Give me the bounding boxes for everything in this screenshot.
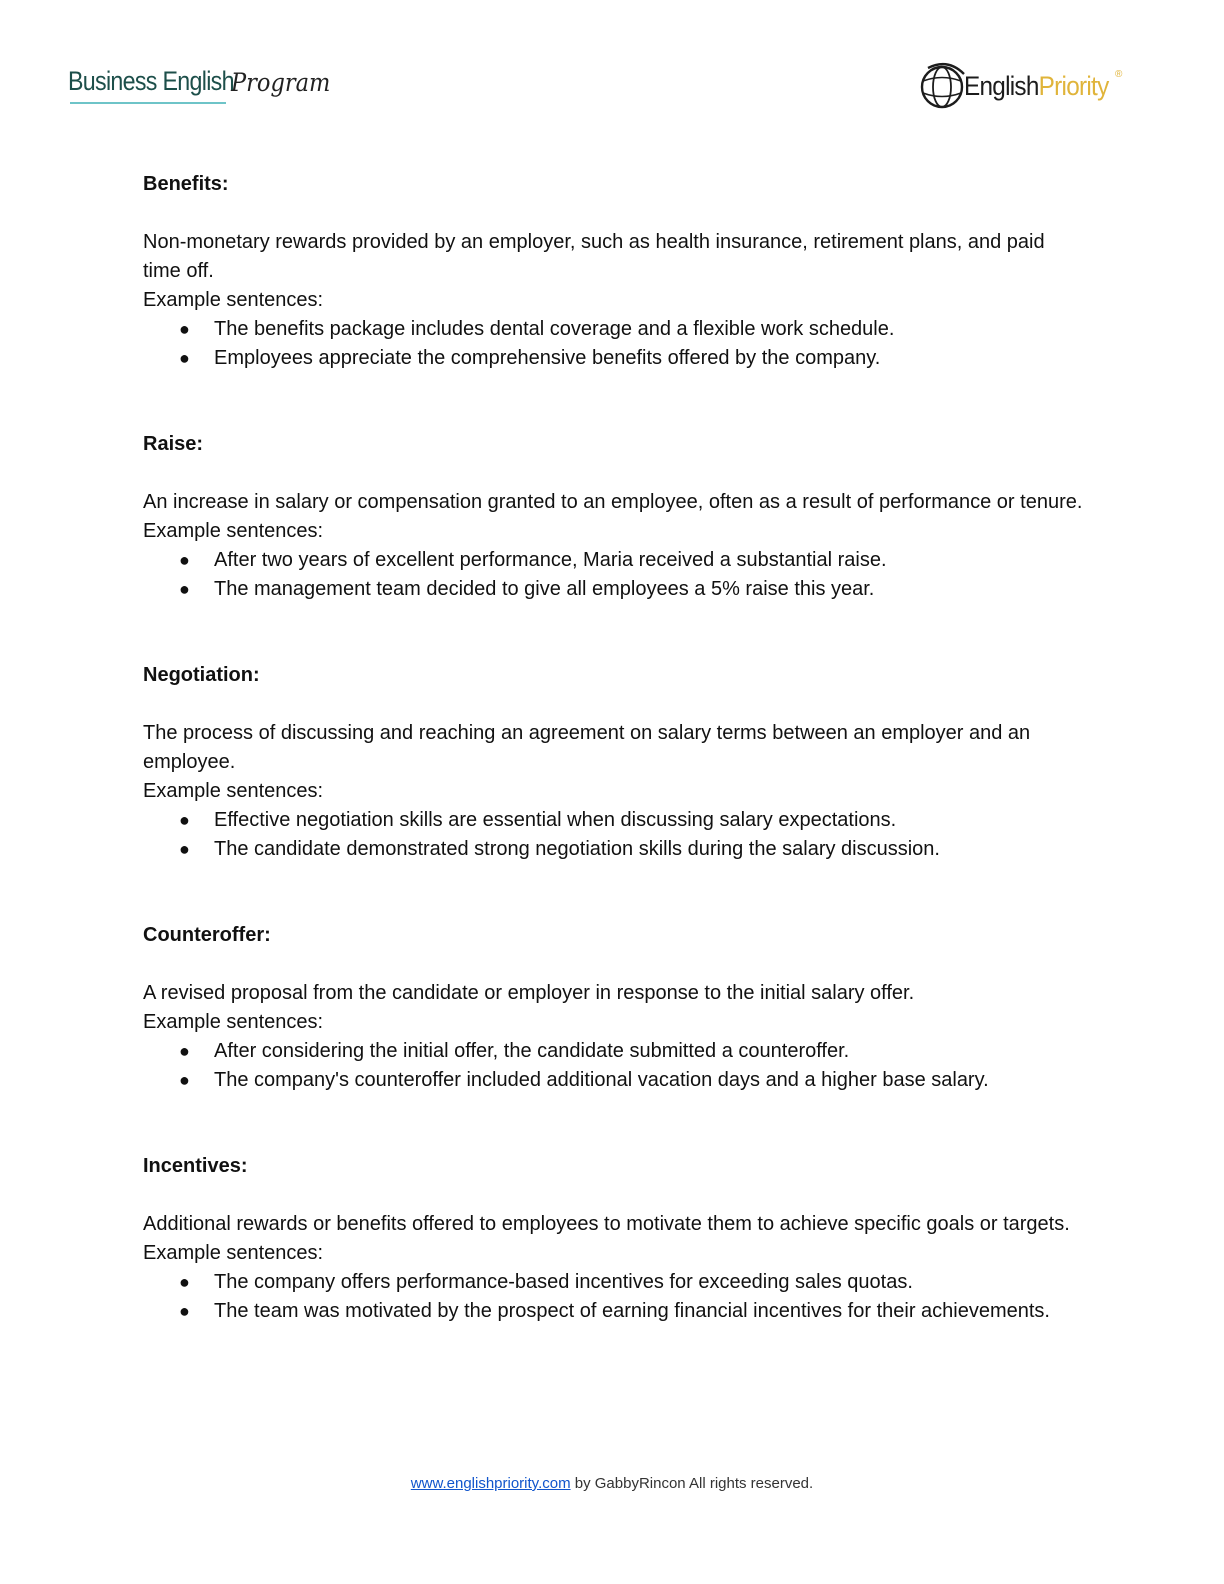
section-benefits: [143, 170, 1083, 373]
example-item: [143, 806, 1083, 835]
footer-copyright: by GabbyRincon All rights reserved.: [570, 1475, 814, 1492]
section-incentives: [143, 1152, 1083, 1326]
website-link[interactable]: www.englishpriority.com: [410, 1475, 571, 1492]
bullet-icon: ●: [179, 1301, 190, 1321]
logo-business-english-text: Business English: [68, 66, 234, 96]
term-heading: Counteroffer:: [143, 924, 271, 946]
example-label: Example sentences:: [143, 1242, 324, 1264]
bullet-icon: ●: [179, 579, 190, 599]
example-text: The team was motivated by the prospect of earning financial incentives for their achievements.: [214, 1300, 1050, 1322]
bullet-icon: ●: [179, 810, 190, 830]
bullet-icon: ●: [179, 839, 190, 859]
bullet-icon: ●: [179, 1041, 190, 1061]
example-text: The company offers performance-based incentives for exceeding sales quotas.: [214, 1271, 913, 1293]
example-text: The candidate demonstrated strong negotiation skills during the salary discussion.: [214, 838, 940, 860]
example-list: [143, 1268, 1083, 1326]
example-text: The company's counteroffer included additional vacation days and a higher base salary.: [214, 1069, 989, 1091]
term-definition: The process of discussing and reaching an agreement on salary terms between an employer and an employee.: [143, 722, 1031, 773]
logo-underline: [70, 102, 226, 104]
example-item: [143, 575, 1083, 604]
logo-program-text: Program: [231, 68, 331, 97]
example-item: [143, 1268, 1083, 1297]
term-definition: Non-monetary rewards provided by an employer, such as health insurance, retirement plans, and paid time off.: [143, 231, 1045, 282]
example-label: Example sentences:: [143, 289, 324, 311]
bullet-icon: ●: [179, 550, 190, 570]
globe-icon: [918, 60, 968, 112]
example-text: The benefits package includes dental coverage and a flexible work schedule.: [214, 318, 895, 340]
glossary-content: [143, 170, 1083, 1383]
logo-priority-word: Priority: [1038, 71, 1109, 101]
example-item: [143, 344, 1083, 373]
example-list: [143, 806, 1083, 864]
example-list: [143, 546, 1083, 604]
example-text: Employees appreciate the comprehensive benefits offered by the company.: [214, 347, 881, 369]
section-negotiation: [143, 661, 1083, 864]
term-definition: A revised proposal from the candidate or employer in response to the initial salary offer.: [143, 982, 915, 1004]
example-label: Example sentences:: [143, 1011, 324, 1033]
term-definition: Additional rewards or benefits offered to employees to motivate them to achieve specific goals or targets.: [143, 1213, 1070, 1235]
example-item: [143, 1066, 1083, 1095]
footer: [0, 1475, 1224, 1492]
example-list: [143, 315, 1083, 373]
example-item: [143, 1297, 1083, 1326]
example-text: The management team decided to give all employees a 5% raise this year.: [214, 578, 875, 600]
business-english-program-logo: [68, 62, 331, 112]
bullet-icon: ●: [179, 319, 190, 339]
logo-english-word: English: [964, 71, 1039, 101]
example-text: Effective negotiation skills are essential when discussing salary expectations.: [214, 809, 897, 831]
term-heading: Negotiation:: [143, 664, 260, 686]
example-item: [143, 546, 1083, 575]
term-heading: Raise:: [143, 433, 204, 455]
section-raise: [143, 430, 1083, 604]
bullet-icon: ●: [179, 1070, 190, 1090]
example-text: After considering the initial offer, the candidate submitted a counteroffer.: [214, 1040, 850, 1062]
term-definition: An increase in salary or compensation granted to an employee, often as a result of performance or tenure.: [143, 491, 1083, 513]
example-text: After two years of excellent performance, Maria received a substantial raise.: [214, 549, 887, 571]
registered-mark: ®: [1115, 69, 1123, 80]
example-label: Example sentences:: [143, 520, 324, 542]
example-item: [143, 315, 1083, 344]
bullet-icon: ●: [179, 1272, 190, 1292]
logo-english-priority-text: [964, 71, 1109, 102]
example-list: [143, 1037, 1083, 1095]
term-heading: Incentives:: [143, 1155, 248, 1177]
section-counteroffer: [143, 921, 1083, 1095]
example-item: [143, 1037, 1083, 1066]
example-item: [143, 835, 1083, 864]
example-label: Example sentences:: [143, 780, 324, 802]
bullet-icon: ●: [179, 348, 190, 368]
term-heading: Benefits:: [143, 173, 229, 195]
english-priority-logo: [918, 60, 1133, 114]
